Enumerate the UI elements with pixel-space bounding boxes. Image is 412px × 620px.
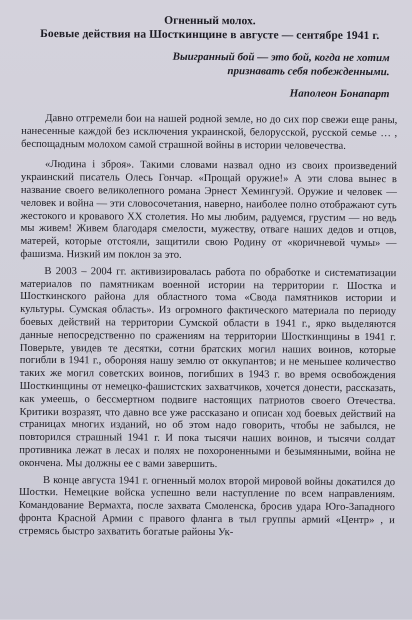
heading-title: Огненный молох. bbox=[164, 14, 256, 28]
epigraph-line-2: признавать себя побежденными. bbox=[227, 65, 390, 79]
epigraph bbox=[22, 49, 398, 79]
paragraph-4: В конце августа 1941 г. огненный молох второй мировой войны докатился до Шостки. Немецкие войска успешно вели наступление по всем направлениям. Командование Вермахта, после захвата Смоленска, бросив удара Юго-Западного фронта Красной Армии с правого фланга в тыл группы армий «Центр» , и стремясь быстро захватить богатые районы Ук- bbox=[18, 474, 396, 538]
paragraph-2: «Людина і зброя». Такими словами назвал одно из своих произведений украинский писатель Олесь Гончар. «Прощай оружие!» А эти слова вынес в название своего великолепного романа Эрнест Хемингуэй. Оружие и человек — человек и война — эти словосочетания, наверно, наиболее полно отображают суть жестокого и кровавого XX столетия. Но мы любим, радуемся, грустим — но ведь мы живем! Живем благодаря смелости, мужеству, отваге наших дедов и отцов, матерей, которые отстояли, защитили свою Родину от «коричневой чумы» — фашизма. Низкий им поклон за это. bbox=[20, 159, 398, 261]
body-text bbox=[19, 113, 398, 541]
epigraph-line-1: Выигранный бой — это бой, когда не хотим bbox=[172, 50, 390, 65]
heading-subtitle: Боевые действия на Шосткинщине в августе — сентябре 1941 г. bbox=[40, 27, 380, 43]
paragraph-3: В 2003 – 2004 гг. активизировалась работа по обработке и систематизации материалов по памятникам военной истории на территории г. Шостка и Шосткинского района для областного тома «Свода памятников истории и культуры. Сумская область». Из огромного фактического материала по периоду боевых действий на территории Сумской области в 1941 г., ярко выделяются данные непосредственно по сражениям на территории Шосткинщины в 1941 г. Поверьте, увидев те десятки, сотни братских могил наших воинов, которые погибли в 1941 г., обороняя нашу землю от оккупантов; и не меньшее количество таких же могил советских воинов, погибших в 1943 г. во время освобождения Шосткинщины от немецко-фашистских захватчиков, хочется донести, рассказать, как умеешь, о бессмертном подвиге настоящих патриотов своего Отечества. Критики возразят, что давно все уже рассказано и описан ход боевых действий на страницах многих изданий, но об этом надо говорить, чтобы не забылся, не повторился страшный 1941 г. И пока тысячи наших воинов, и тысячи солдат противника лежат в лесах и полях не похороненными и безымянными, война не окончена. Мы должны ее с вами завершить. bbox=[19, 265, 397, 470]
paragraph-1: Давно отгремели бои на нашей родной земле, но до сих пор свежи еще раны, нанесенные каждой без исключения украинской, белорусской, русской семье … , беспощадным молохом самой страшной войны в истории человечества. bbox=[21, 113, 398, 152]
epigraph-author: Наполеон Бонапарт bbox=[289, 87, 390, 101]
